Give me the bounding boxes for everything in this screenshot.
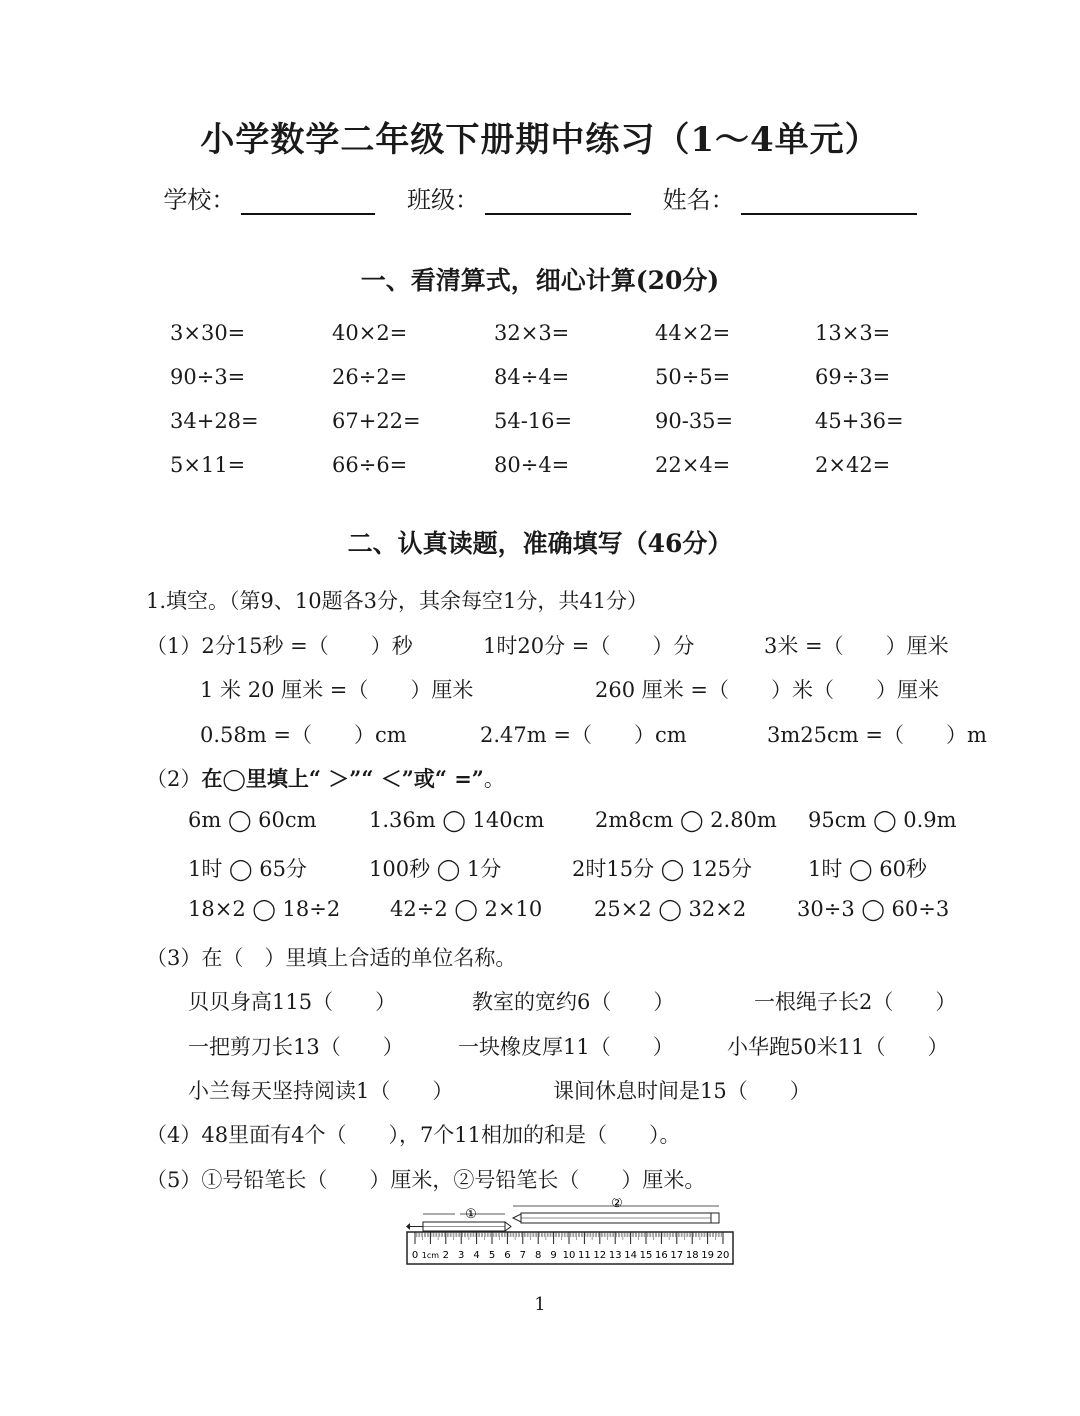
ruler-illustration <box>405 1198 735 1270</box>
compare-item: 100秒 ◯ 1分 <box>369 857 502 881</box>
ruler-tick-label: 2 <box>442 1250 449 1261</box>
section2-heading: 二、认真读题，准确填写（46分） <box>347 529 733 558</box>
ruler-tick-label: 4 <box>473 1250 480 1261</box>
fill-item: 1 米 20 厘米 =（ ）厘米 <box>200 678 474 702</box>
calc-item: 34+28= <box>170 409 259 433</box>
compare-item: 18×2 ◯ 18÷2 <box>188 897 341 921</box>
calc-item: 67+22= <box>332 409 421 433</box>
fill-item: 0.58m =（ ）cm <box>200 723 407 747</box>
unit-item: 贝贝身高115（ ） <box>188 990 397 1014</box>
calc-item: 80÷4= <box>494 453 570 477</box>
compare-item: 30÷3 ◯ 60÷3 <box>797 897 950 921</box>
calc-item: 44×2= <box>655 321 731 345</box>
page-title: 小学数学二年级下册期中练习（1～4单元） <box>200 120 880 160</box>
ruler-tick-label: 13 <box>608 1250 622 1261</box>
calc-item: 50÷5= <box>655 365 731 389</box>
unit-item: 教室的宽约6（ ） <box>472 990 675 1014</box>
units-heading: （3）在（ ）里填上合适的单位名称。 <box>146 946 517 970</box>
section1-heading: 一、看清算式，细心计算(20分) <box>360 266 720 295</box>
ruler-tick-label: 11 <box>578 1250 591 1261</box>
unit-item: 一把剪刀长13（ ） <box>188 1035 404 1059</box>
compare-item: 25×2 ◯ 32×2 <box>594 897 747 921</box>
fill-item: 260 厘米 =（ ）米（ ）厘米 <box>595 678 940 702</box>
compare-instruction: 在◯里填上“ ＞”“ ＜”或“ =” <box>201 766 484 791</box>
ruler-tick-label: 12 <box>593 1250 607 1261</box>
ruler-tick-label: 9 <box>550 1250 557 1261</box>
ruler-tick-label: 15 <box>639 1250 653 1261</box>
calc-item: 90-35= <box>655 409 734 433</box>
class-field[interactable] <box>485 187 631 215</box>
compare-item: 1时 ◯ 60秒 <box>808 857 927 881</box>
calc-item: 40×2= <box>332 321 408 345</box>
name-field[interactable] <box>741 187 917 215</box>
calc-item: 84÷4= <box>494 365 570 389</box>
compare-item: 1.36m ◯ 140cm <box>369 808 545 832</box>
ruler-tick-label: 3 <box>458 1250 465 1261</box>
calc-item: 22×4= <box>655 453 731 477</box>
compare-item: 1时 ◯ 65分 <box>188 857 307 881</box>
ruler-figure <box>405 1198 735 1270</box>
calc-item: 2×42= <box>815 453 891 477</box>
compare-item: 95cm ◯ 0.9m <box>808 808 957 832</box>
ruler-tick-label: 0 <box>411 1250 419 1261</box>
ruler-tick-label: 8 <box>535 1250 542 1261</box>
calc-item: 90÷3= <box>170 365 246 389</box>
calc-item: 13×3= <box>815 321 891 345</box>
ruler-tick-label: 16 <box>655 1250 668 1261</box>
ruler-tick-label: 19 <box>701 1250 714 1261</box>
ruler-tick-label: 7 <box>519 1250 526 1261</box>
fill-item: 3m25cm =（ ）m <box>767 723 987 747</box>
calc-item: 45+36= <box>815 409 904 433</box>
school-field[interactable] <box>241 187 375 215</box>
fill-item: 2.47m =（ ）cm <box>480 723 687 747</box>
question-1-heading: 1.填空。（第9、10题各3分，其余每空1分，共41分） <box>146 589 649 613</box>
unit-item: 一块橡皮厚11（ ） <box>458 1035 674 1059</box>
question-4: （4）48里面有4个（ ），7个11相加的和是（ ）。 <box>146 1123 681 1147</box>
compare-item: 6m ◯ 60cm <box>188 808 317 832</box>
compare-suffix: 。 <box>483 767 505 791</box>
compare-heading <box>146 763 505 793</box>
compare-prefix: （2） <box>146 767 202 791</box>
ruler-tick-label: 14 <box>624 1250 637 1261</box>
ruler-tick-label: 18 <box>685 1250 699 1261</box>
unit-item: 课间休息时间是15（ ） <box>553 1079 811 1103</box>
ruler-tick-label: 20 <box>716 1250 730 1261</box>
calc-item: 32×3= <box>494 321 570 345</box>
page-number: 1 <box>534 1294 546 1315</box>
ruler-tick-label: 6 <box>504 1250 511 1261</box>
compare-item: 2m8cm ◯ 2.80m <box>595 808 777 832</box>
ruler-tick-label: 1cm <box>421 1251 440 1260</box>
calc-item: 26÷2= <box>332 365 408 389</box>
ruler-tick-label: 5 <box>488 1250 496 1261</box>
pencil-1-icon <box>406 1214 511 1231</box>
calc-item: 69÷3= <box>815 365 891 389</box>
unit-item: 一根绳子长2（ ） <box>754 990 957 1014</box>
calc-item: 3×30= <box>170 321 246 345</box>
ruler-tick-label: 17 <box>670 1250 684 1261</box>
pencil-1-label: ① <box>465 1207 477 1222</box>
student-info <box>0 180 1080 215</box>
unit-item: 小兰每天坚持阅读1（ ） <box>188 1079 454 1103</box>
name-label: 姓名： <box>662 186 735 214</box>
fill-item: 1时20分 =（ ）分 <box>483 634 695 658</box>
fill-item: （1）2分15秒 =（ ）秒 <box>146 634 413 658</box>
calc-item: 54-16= <box>494 409 573 433</box>
pencil-2-label: ② <box>611 1198 623 1211</box>
class-label: 班级： <box>407 186 479 214</box>
school-label: 学校： <box>163 186 236 214</box>
unit-item: 小华跑50米11（ ） <box>727 1035 949 1059</box>
calc-item: 66÷6= <box>332 453 408 477</box>
compare-item: 2时15分 ◯ 125分 <box>572 857 753 881</box>
compare-item: 42÷2 ◯ 2×10 <box>390 897 543 921</box>
question-5: （5）①号铅笔长（ ）厘米，②号铅笔长（ ）厘米。 <box>146 1168 706 1192</box>
fill-item: 3米 =（ ）厘米 <box>764 634 949 658</box>
ruler-tick-label: 10 <box>562 1250 576 1261</box>
calc-item: 5×11= <box>170 453 246 477</box>
